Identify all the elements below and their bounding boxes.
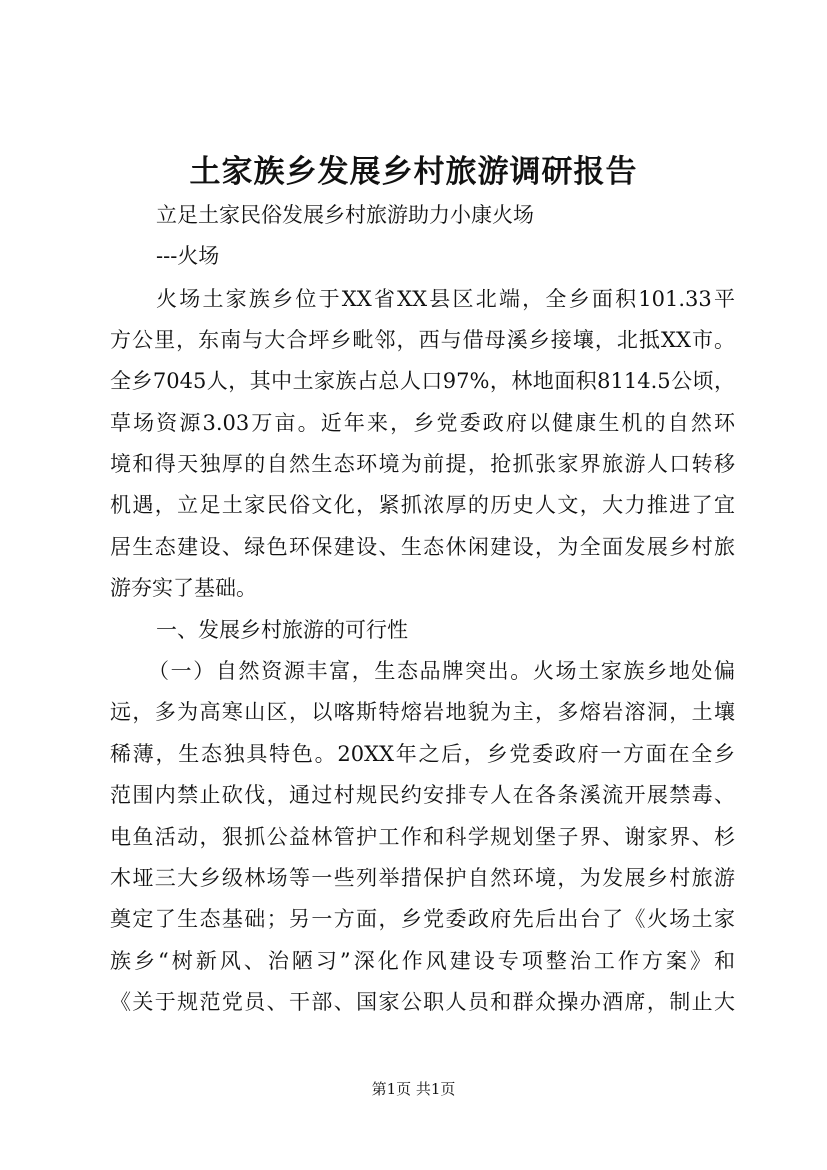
author-line: ---火场 — [156, 244, 220, 268]
paragraph-line: 奠定了生态基础；另一方面，乡党委政府先后出台了《火场土家 — [110, 907, 735, 931]
paragraph-line: 电鱼活动，狠抓公益林管护工作和科学规划堡子界、谢家界、杉 — [110, 825, 735, 849]
subtitle: 立足土家民俗发展乡村旅游助力小康火场 — [156, 203, 534, 227]
paragraph-line: 《关于规范党员、干部、国家公职人员和群众操办酒席，制止大 — [110, 990, 735, 1014]
paragraph-line: 机遇，立足土家民俗文化，紧抓浓厚的历史人文，大力推进了宜 — [110, 493, 735, 517]
paragraph-line: 火场土家族乡位于XX省XX县区北端，全乡面积101.33平 — [156, 287, 735, 311]
section-heading: 一、发展乡村旅游的可行性 — [156, 618, 408, 642]
paragraph-line: 范围内禁止砍伐，通过村规民约安排专人在各条溪流开展禁毒、 — [110, 783, 735, 807]
paragraph-line: 稀薄，生态独具特色。20XX年之后，乡党委政府一方面在全乡 — [110, 742, 735, 766]
document-title: 土家族乡发展乡村旅游调研报告 — [189, 154, 638, 190]
paragraph-line: 居生态建设、绿色环保建设、生态休闲建设，为全面发展乡村旅 — [110, 535, 735, 559]
page-footer: 第1页 共1页 — [371, 1080, 456, 1098]
paragraph-line: 境和得天独厚的自然生态环境为前提，抢抓张家界旅游人口转移 — [110, 452, 735, 476]
paragraph-line: 方公里，东南与大合坪乡毗邻，西与借母溪乡接壤，北抵XX市。 — [110, 328, 735, 352]
paragraph-line: 草场资源3.03万亩。近年来，乡党委政府以健康生机的自然环 — [110, 411, 735, 435]
paragraph-line: 族乡“树新风、治陋习”深化作风建设专项整治工作方案》和 — [110, 949, 735, 973]
paragraph-line: （一）自然资源丰富，生态品牌突出。火场土家族乡地处偏 — [148, 659, 735, 683]
paragraph-line: 木垭三大乡级林场等一些列举措保护自然环境，为发展乡村旅游 — [110, 866, 735, 890]
paragraph-line: 游夯实了基础。 — [110, 576, 257, 600]
paragraph-line: 远，多为高寒山区，以喀斯特熔岩地貌为主，多熔岩溶洞，土壤 — [110, 700, 735, 724]
paragraph-line: 全乡7045人，其中土家族占总人口97%，林地面积8114.5公顷， — [110, 369, 735, 393]
